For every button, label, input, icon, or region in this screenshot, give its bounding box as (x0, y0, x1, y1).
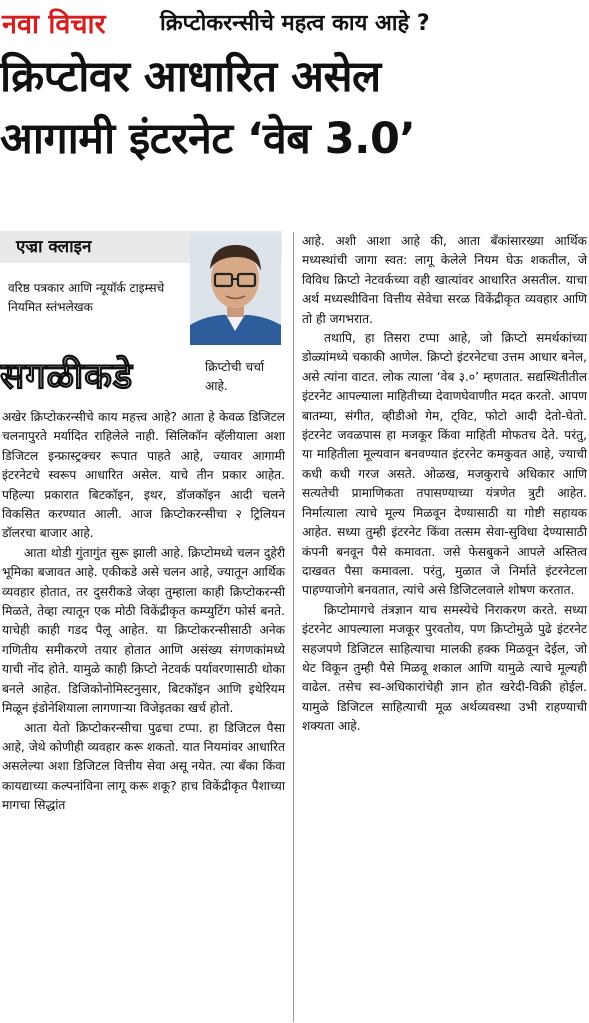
column-divider (293, 232, 294, 1022)
headline (0, 46, 589, 170)
right-paragraph-3: क्रिप्टोमागचे तंत्रज्ञान याच समस्येचे निराकरण करते. सध्या इंटरनेट आपल्याला मजकूर पुरवतोय, पण क्रिप्टोमुळे पुढे इंटरनेट सहजपणे डिजिटल साहित्याचा मालकी हक्क मिळवून देईल, जो थेट विकून तुम्ही पैसे मिळवू शकाल आणि यामुळे त्याचे मूल्यही वाढेल. तसेच स्व-अधिकारांचेही ज्ञान होत खरेदी-विक्री होईल. यामुळे डिजिटल साहित्याची मूळ अर्थव्यवस्था उभी राहण्याची शक्यता आहे. (302, 602, 587, 734)
headline-line-2: आगामी इंटरनेट ‘वेब 3.0’ (0, 114, 416, 164)
drop-word: सगळीकडे (0, 356, 134, 397)
kicker-question: क्रिप्टोकरन्सीचे महत्व काय आहे ? (160, 11, 430, 36)
drop-word-tail: क्रिप्टोची चर्चा आहे. (205, 360, 265, 394)
author-description: वरिष्ठ पत्रकार आणि न्यूयॉर्क टाइम्सचे नियमित स्तंभलेखक (8, 281, 165, 314)
author-portrait (190, 233, 281, 345)
right-column (302, 232, 587, 737)
right-paragraph-1: आहे. अशी आशा आहे की, आता बँकांसारख्या आर्थिक मध्यस्थांची जागा स्वत: लागू केलेले नियम घेऊ शकतील, जे विविध क्रिप्टो नेटवर्कच्या वही खात्यांवर आधारित असतील. याचा अर्थ मध्यस्थीविना वित्तीय सेवेचा सरळ विकेंद्रीकृत व्यवहार आणि तो ही जगभरात. (302, 234, 587, 326)
left-paragraph-1: अखेर क्रिप्टोकरन्सीचे काय महत्त्व आहे? आता हे केवळ डिजिटल चलनापुरते मर्यादित राहिलेले नाही. सिलिकॉन व्हॅलीयाला अशा डिजिटल इन्फ्रास्ट्रक्चर रूपात पाहते आहे, ज्यावर आगामी इंटरनेटचे स्वरूप आधारित असेल. याचे तीन प्रकार आहेत. पहिल्या प्रकारात बिटकॉइन, इथर, डॉजकॉइन आदी चलने विकसित करण्यात आली. आज क्रिप्टोकरन्सीचा २ ट्रिलियन डॉलरचा बाजार आहे. (2, 410, 285, 541)
section-kicker: नवा विचार (2, 9, 106, 40)
left-column (2, 408, 285, 816)
headline-line-1: क्रिप्टोवर आधारित असेल (0, 52, 381, 102)
kicker-row (0, 0, 589, 46)
left-paragraph-2: आता थोडी गुंतागुंत सुरू झाली आहे. क्रिप्टोमध्ये चलन दुहेरी भूमिका बजावत आहे. एकीकडे असे चलन आहे, ज्यातून आर्थिक व्यवहार होतात, तर दुसरीकडे जेव्हा तुम्हाला काही क्रिप्टोकरन्सी मिळते, तेव्हा त्यातून एक मोठी विकेंद्रीकृत कम्प्युटिंग फोर्स बनते. याचेही काही गडद पैलू आहेत. या क्रिप्टोकरन्सीसाठी अनेक गणितीय समीकरणे तयार होतात आणि असंख्य संगणकांमध्ये याची नोंद होते. यामुळे काही क्रिप्टो नेटवर्क पर्यावरणासाठी धोका बनले आहेत. डिजिकोनोमिस्टनुसार, बिटकॉइन आणि इथेरियम मिळून इंडोनेशियाला लागणाऱ्या विजेइतका खर्च होतो. (2, 545, 285, 716)
author-name: एज्रा क्लाइन (16, 237, 92, 257)
left-paragraph-3: आता येतो क्रिप्टोकरन्सीचा पुढचा टप्पा. हा डिजिटल पैसा आहे, जेथे कोणीही व्यवहार करू शकतो. यात नियमांवर आधारित असलेल्या अशा डिजिटल वित्तीय सेवा असू नयेत. त्या बँका किंवा कायद्याच्या कल्पनांविना लागू करू शकू? हाच विकेंद्रीकृत पैशाच्या मागचा सिद्धांत (2, 720, 285, 813)
right-paragraph-2: तथापि, हा तिसरा टप्पा आहे, जो क्रिप्टो समर्थकांच्या डोळ्यांमध्ये चकाकी आणेल. क्रिप्टो इंटरनेटचा उत्तम आधार बनेल, असे त्यांना वाटत. लोक त्याला ‘वेब ३.०’ म्हणतात. सद्यस्थितीतील इंटरनेट आपल्याला माहितीच्या देवाणघेवाणीत मदत करतो. आपण बातम्या, संगीत, व्हीडीओ गेम, ट्विट, फोटो आदी देतो-घेतो. इंटरनेट जवळपास हा मजकूर किंवा माहिती मोफतच देते. परंतु, या माहितीला मूल्यवान बनवण्यात इंटरनेट कमकुवत आहे, ज्याची कधी कधी गरज असते. ओळख, मजकुराचे अधिकार आणि सत्यतेची प्रामाणिकता तपासण्याच्या यंत्रणेत त्रुटी आहेत. निर्मात्याला त्याचे मूल्य मिळवून देण्यासाठी या गोष्टी सहायक आहेत. सध्या तुम्ही इंटरनेट किंवा तत्सम सेवा-सुविधा देण्यासाठी कंपनी बनवून पैसे कमावता. जसे फेसबुकने आपले अस्तित्व दाखवत पैसा कमावला. परंतु, मुळात जे निर्माते इंटरनेटला पाहण्याजोगे बनवतात, त्यांचे असे डिजिटलवाले शोषण करतात. (302, 331, 587, 598)
